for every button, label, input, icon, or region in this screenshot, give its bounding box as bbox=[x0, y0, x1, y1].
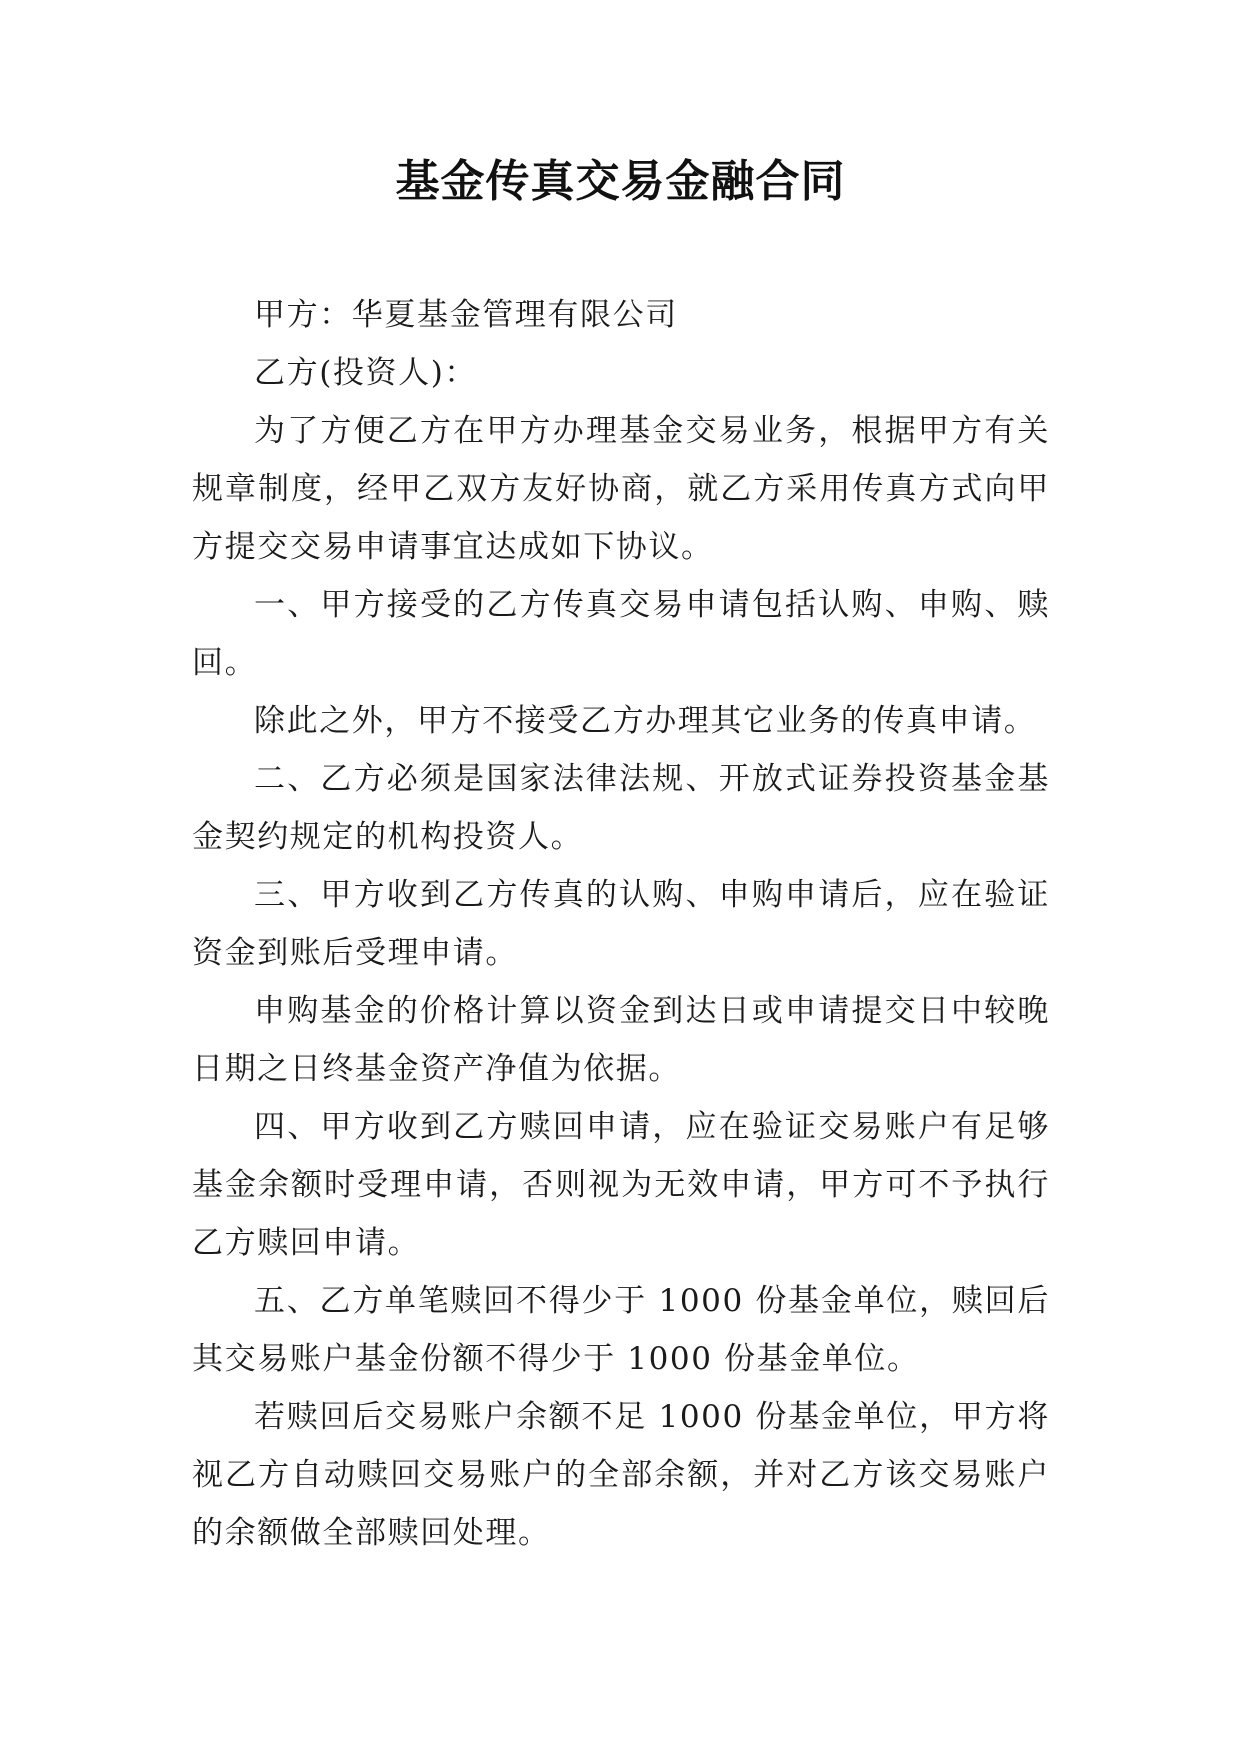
party-a-line: 甲方：华夏基金管理有限公司 bbox=[254, 297, 678, 333]
clause-3-note-paragraph: 申购基金的价格计算以资金到达日或申请提交日中较晚日期之日终基金资产净值为依据。 bbox=[192, 993, 1050, 1087]
clause-4-paragraph: 四、甲方收到乙方赎回申请，应在验证交易账户有足够基金余额时受理申请，否则视为无效申请，甲方可不予执行乙方赎回申请。 bbox=[192, 1109, 1050, 1261]
preamble-paragraph: 为了方便乙方在甲方办理基金交易业务，根据甲方有关规章制度，经甲乙双方友好协商，就乙方采用传真方式向甲方提交交易申请事宜达成如下协议。 bbox=[192, 413, 1050, 565]
clause-1-paragraph: 一、甲方接受的乙方传真交易申请包括认购、申购、赎回。 bbox=[192, 587, 1050, 681]
document-body bbox=[192, 286, 1050, 1562]
document-title: 基金传真交易金融合同 bbox=[395, 156, 846, 207]
clause-5-paragraph: 五、乙方单笔赎回不得少于 1000 份基金单位，赎回后其交易账户基金份额不得少于 1000 份基金单位。 bbox=[192, 1283, 1050, 1377]
party-b-line: 乙方(投资人)： bbox=[254, 355, 477, 391]
clause-5-note-paragraph: 若赎回后交易账户余额不足 1000 份基金单位，甲方将视乙方自动赎回交易账户的全部余额，并对乙方该交易账户的余额做全部赎回处理。 bbox=[192, 1399, 1050, 1551]
clause-2-paragraph: 二、乙方必须是国家法律法规、开放式证券投资基金基金契约规定的机构投资人。 bbox=[192, 761, 1050, 855]
clause-3-paragraph: 三、甲方收到乙方传真的认购、申购申请后，应在验证资金到账后受理申请。 bbox=[192, 877, 1050, 971]
clause-1-note-paragraph: 除此之外，甲方不接受乙方办理其它业务的传真申请。 bbox=[254, 703, 1037, 739]
